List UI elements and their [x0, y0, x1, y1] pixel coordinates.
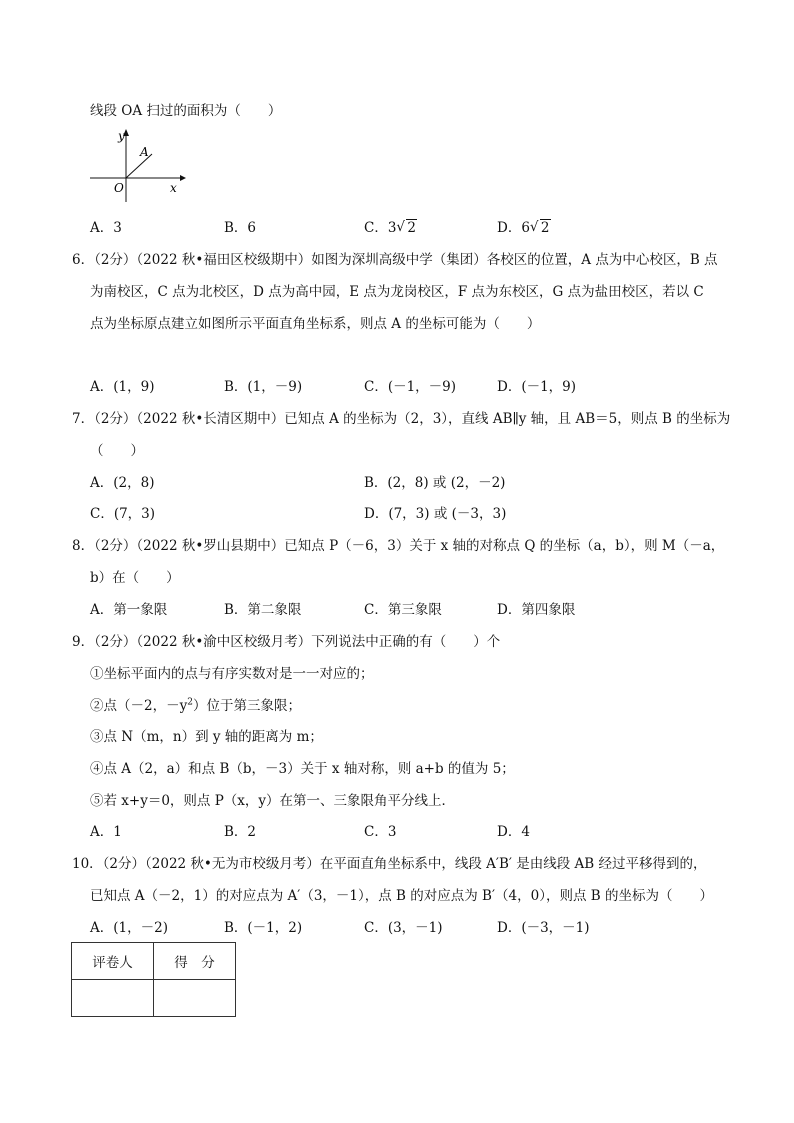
- q9-statement-2: ②点（－2，$-y^2$）位于第三象限；: [90, 697, 301, 714]
- q5-stem-tail: 线段 OA 扫过的面积为（ ）: [90, 103, 282, 119]
- q6-choice-c: C．(－1，－9): [364, 379, 457, 395]
- q9-choice-d: D．4: [497, 824, 530, 840]
- q9-choice-c: C．3: [364, 824, 397, 840]
- q8-choice-d: D．第四象限: [497, 602, 576, 618]
- sqrt-symbol: √ 2: [529, 219, 550, 236]
- q9-statement-4: ④点 A（2，a）和点 B（b，－3）关于 x 轴对称，则 a+b 的值为 5；: [90, 761, 515, 777]
- q10-choice-a: A．(1，－2): [90, 920, 168, 936]
- score-table: [71, 942, 236, 1017]
- q9-statement-5: ⑤若 x+y＝0，则点 P（x，y）在第一、三象限角平分线上．: [90, 793, 456, 809]
- origin-label: O: [114, 181, 124, 195]
- q6-line2: 为南校区，C 点为北校区，D 点为高中园，E 点为龙岗校区，F 点为东校区，G 点为盐田校区，若以 C: [90, 284, 704, 300]
- q5-axes-figure: [88, 124, 188, 204]
- q9-line1: 9．（2分）（2022 秋•渝中区校级月考）下列说法中正确的有（ ）个: [72, 634, 501, 650]
- q7-choice-a: A．(2，8): [90, 475, 155, 491]
- q10-choice-d: D．(－3，－1): [497, 920, 590, 936]
- y-axis-label: y: [118, 129, 125, 143]
- score-header: 得 分: [154, 943, 236, 980]
- q5-choice-c: C．3 √ 2: [364, 219, 417, 236]
- q6-choice-a: A．(1，9): [90, 379, 155, 395]
- q10-choice-b: B．(－1，2): [224, 920, 303, 936]
- q8-line1: 8．（2分）（2022 秋•罗山县期中）已知点 P（－6，3）关于 x 轴的对称点 Q 的坐标（a，b），则 M（－a，: [72, 538, 725, 554]
- q7-choice-c: C．(7，3): [90, 506, 156, 522]
- score-cell[interactable]: [154, 980, 236, 1017]
- q6-line1: 6．（2分）（2022 秋•福田区校级期中）如图为深圳高级中学（集团）各校区的位置，A 点为中心校区，B 点: [72, 252, 718, 268]
- q6-line3: 点为坐标原点建立如图所示平面直角坐标系，则点 A 的坐标可能为（ ）: [90, 316, 541, 332]
- q10-line1: 10．（2分）（2022 秋•无为市校级月考）在平面直角坐标系中，线段 A′B′ 是由线段 AB 经过平移得到的，: [72, 856, 707, 872]
- q7-choice-b: B．(2，8) 或 (2，－2): [364, 475, 506, 491]
- q5-choice-b: B．6: [224, 220, 257, 236]
- sqrt-symbol: √ 2: [396, 219, 417, 236]
- q5-choice-a: A．3: [90, 220, 122, 236]
- q10-choice-c: C．(3，－1): [364, 920, 443, 936]
- grader-cell[interactable]: [72, 980, 154, 1017]
- q9-choice-b: B．2: [224, 824, 257, 840]
- q8-choice-c: C．第三象限: [364, 602, 442, 618]
- grader-header: 评卷人: [72, 943, 154, 980]
- q6-choice-d: D．(－1，9): [497, 379, 577, 395]
- q6-choice-b: B．(1，－9): [224, 379, 303, 395]
- q9-statement-3: ③点 N（m，n）到 y 轴的距离为 m；: [90, 729, 323, 745]
- q7-choice-d: D．(7，3) 或 (－3，3): [364, 506, 507, 522]
- q10-line2: 已知点 A（－2，1）的对应点为 A′（3，－1），点 B 的对应点为 B′（4，0），则点 B 的坐标为（ ）: [90, 888, 713, 904]
- q8-choice-a: A．第一象限: [90, 602, 168, 618]
- x-axis-label: x: [170, 181, 177, 195]
- q5-choice-d: D．6 √ 2: [497, 219, 550, 236]
- q9-statement-1: ①坐标平面内的点与有序实数对是一一对应的；: [90, 666, 374, 682]
- q8-line2: b）在（ ）: [90, 570, 180, 586]
- point-a-label: A: [140, 145, 149, 159]
- q7-line1: 7．（2分）（2022 秋•长清区期中）已知点 A 的坐标为（2，3），直线 AB∥y 轴，且 AB＝5，则点 B 的坐标为: [72, 411, 731, 427]
- q7-line2: （ ）: [90, 443, 144, 459]
- q8-choice-b: B．第二象限: [224, 602, 302, 618]
- q9-choice-a: A．1: [90, 824, 122, 840]
